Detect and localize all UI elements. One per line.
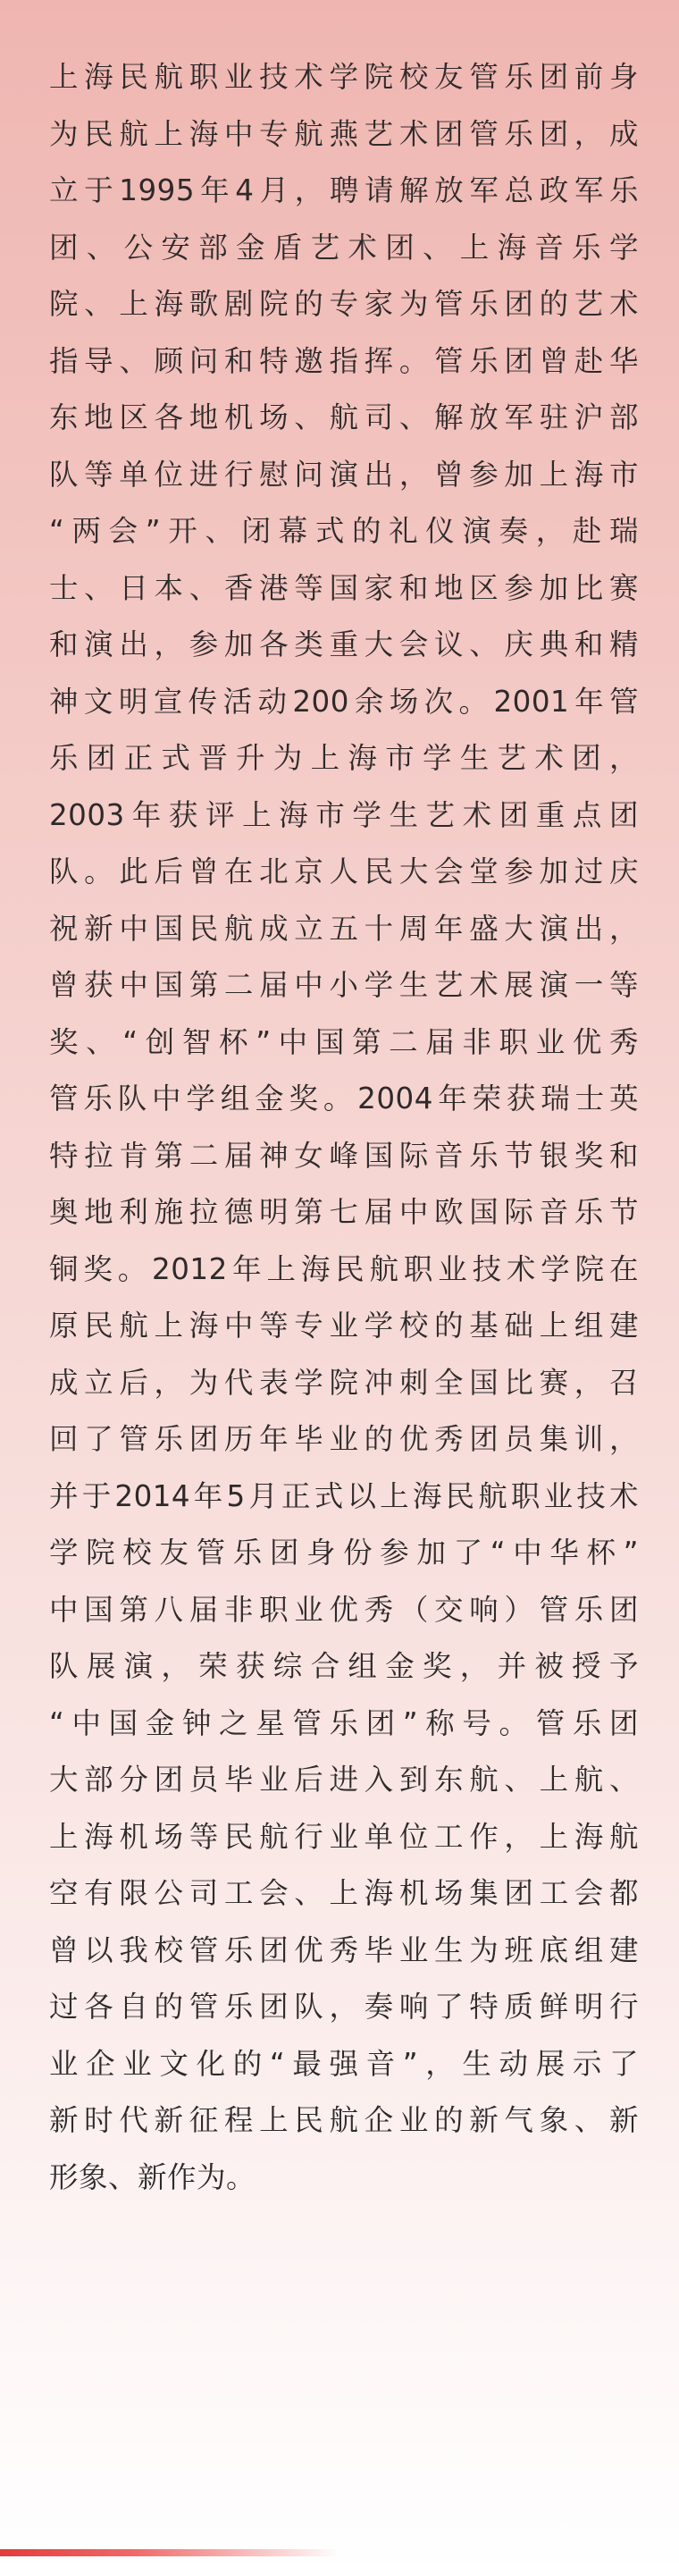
paragraph-line: 队展演，荣获综合组金奖，并被授予	[49, 1649, 639, 1683]
paragraph-line: 上海机场等民航行业单位工作，上海航	[49, 1819, 639, 1854]
paragraph-line: 中国第八届非职业优秀（交响）管乐团	[49, 1592, 639, 1627]
paragraph-line: 立于1995年4月，聘请解放军总政军乐	[49, 173, 639, 207]
paragraph-line: 神文明宣传活动200余场次。2001年管	[49, 684, 639, 719]
paragraph-line: 回了管乐团历年毕业的优秀团员集训，	[49, 1422, 639, 1456]
paragraph-line: “两会”开、闭幕式的礼仪演奏，赴瑞	[49, 514, 639, 548]
paragraph-line: 和演出，参加各类重大会议、庆典和精	[49, 627, 639, 661]
paragraph-line: 奖、“创智杯”中国第二届非职业优秀	[49, 1024, 639, 1059]
article-body	[49, 49, 639, 2206]
paragraph-line: 为民航上海中专航燕艺术团管乐团，成	[49, 116, 639, 151]
paragraph-line: 上海民航职业技术学院校友管乐团前身	[49, 60, 639, 94]
paragraph-line: 队。此后曾在北京人民大会堂参加过庆	[49, 854, 639, 888]
paragraph-line: 管乐队中学组金奖。2004年荣获瑞士英	[49, 1082, 639, 1115]
paragraph-line: 成立后，为代表学院冲刺全国比赛，召	[49, 1365, 639, 1400]
paragraph-line: 业企业文化的“最强音”，生动展示了	[49, 2046, 639, 2081]
bottom-accent-rule	[0, 2549, 340, 2556]
paragraph-line: 院、上海歌剧院的专家为管乐团的艺术	[49, 287, 639, 321]
paragraph-line: 队等单位进行慰问演出，曾参加上海市	[49, 457, 639, 492]
paragraph-line: 曾以我校管乐团优秀毕业生为班底组建	[49, 1932, 639, 1967]
paragraph-line: “中国金钟之星管乐团”称号。管乐团	[49, 1705, 639, 1740]
paragraph-line: 指导、顾问和特邀指挥。管乐团曾赴华	[49, 343, 639, 378]
paragraph-line: 新时代新征程上民航企业的新气象、新	[49, 2103, 639, 2137]
paragraph-line: 乐团正式晋升为上海市学生艺术团，	[49, 741, 639, 775]
paragraph-line: 学院校友管乐团身份参加了“中华杯”	[49, 1536, 639, 1570]
paragraph-line: 2003年获评上海市学生艺术团重点团	[49, 797, 639, 832]
paragraph-line: 东地区各地机场、航司、解放军驻沪部	[49, 400, 639, 434]
paragraph-line: 祝新中国民航成立五十周年盛大演出，	[49, 911, 639, 946]
paragraph-line: 奥地利施拉德明第七届中欧国际音乐节	[49, 1195, 639, 1229]
paragraph-line: 铜奖。2012年上海民航职业技术学院在	[49, 1251, 639, 1286]
paragraph-line: 原民航上海中等专业学校的基础上组建	[49, 1309, 639, 1343]
paragraph-line: 大部分团员毕业后进入到东航、上航、	[49, 1763, 639, 1797]
paragraph-line: 形象、新作为。	[49, 2159, 256, 2194]
paragraph-line: 并于2014年5月正式以上海民航职业技术	[49, 1478, 639, 1513]
paragraph-line: 曾获中国第二届中小学生艺术展演一等	[49, 968, 639, 1002]
paragraph-line: 团、公安部金盾艺术团、上海音乐学	[49, 230, 639, 265]
paragraph-line: 特拉肯第二届神女峰国际音乐节银奖和	[49, 1138, 639, 1173]
paragraph-line: 过各自的管乐团队，奏响了特质鲜明行	[49, 1990, 639, 2024]
paragraph-line: 空有限公司工会、上海机场集团工会都	[49, 1876, 639, 1910]
paragraph-line: 士、日本、香港等国家和地区参加比赛	[49, 570, 639, 605]
